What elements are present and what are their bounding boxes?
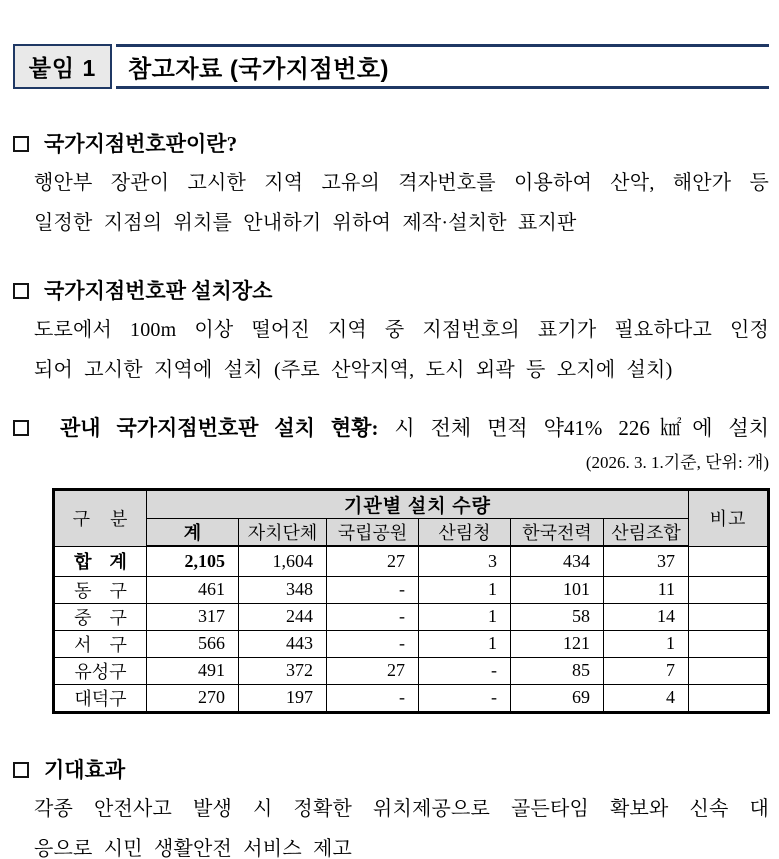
header-group: 기관별 설치 수량 bbox=[147, 490, 689, 519]
table-header-row bbox=[54, 490, 769, 519]
square-bullet-icon bbox=[13, 136, 29, 152]
cell-value: - bbox=[419, 657, 511, 684]
cell-note bbox=[689, 576, 769, 603]
table-row bbox=[54, 576, 769, 603]
cell-value: 2,105 bbox=[147, 546, 239, 576]
body-line: 일정한 지점의 위치를 안내하기 위하여 제작·설치한 표지판 bbox=[34, 212, 577, 234]
header-note: 비고 bbox=[689, 490, 769, 547]
table-row bbox=[54, 603, 769, 630]
cell-value: - bbox=[327, 603, 419, 630]
cell-value: 69 bbox=[511, 684, 604, 712]
row-label: 합 계 bbox=[54, 546, 147, 576]
cell-value: 1 bbox=[419, 630, 511, 657]
cell-value: 461 bbox=[147, 576, 239, 603]
cell-value: 1 bbox=[419, 603, 511, 630]
cell-value: 14 bbox=[604, 603, 689, 630]
cell-note bbox=[689, 630, 769, 657]
body-line: 되어 고시한 지역에 설치 (주로 산악지역, 도시 외곽 등 오지에 설치) bbox=[34, 359, 673, 381]
cell-value: 197 bbox=[239, 684, 327, 712]
row-label: 유성구 bbox=[54, 657, 147, 684]
section-heading-text: 기대효과 bbox=[44, 757, 126, 782]
cell-note bbox=[689, 657, 769, 684]
body-line: 각종 안전사고 발생 시 정확한 위치제공으로 골든타임 확보와 신속 대 bbox=[34, 797, 769, 820]
cell-value: - bbox=[327, 630, 419, 657]
cell-note bbox=[689, 603, 769, 630]
subheader-forestry-coop: 산림조합 bbox=[604, 519, 689, 547]
section-body bbox=[13, 163, 769, 243]
section-heading-text: 국가지점번호판이란? bbox=[44, 132, 238, 156]
square-bullet-icon bbox=[13, 283, 29, 299]
body-line: 도로에서 100m 이상 떨어진 지역 중 지점번호의 표기가 필요하다고 인정 bbox=[34, 319, 769, 341]
cell-value: 372 bbox=[239, 657, 327, 684]
section-heading-text: 국가지점번호판 설치장소 bbox=[44, 279, 273, 303]
attachment-header bbox=[13, 44, 769, 89]
document-title-block bbox=[116, 44, 769, 89]
cell-value: 3 bbox=[419, 546, 511, 576]
cell-value: 101 bbox=[511, 576, 604, 603]
cell-value: 7 bbox=[604, 657, 689, 684]
section-heading bbox=[13, 278, 769, 304]
square-bullet-icon bbox=[13, 420, 29, 436]
section-definition bbox=[13, 131, 769, 243]
subheader-kepco: 한국전력 bbox=[511, 519, 604, 547]
section-body bbox=[13, 789, 769, 859]
attachment-badge bbox=[13, 44, 112, 89]
cell-value: - bbox=[419, 684, 511, 712]
section-install-status bbox=[13, 415, 769, 714]
table-subheader-row bbox=[54, 519, 769, 547]
row-label: 서 구 bbox=[54, 630, 147, 657]
subheader-local-gov: 자치단체 bbox=[239, 519, 327, 547]
cell-value: 1 bbox=[604, 630, 689, 657]
subheader-forest-service: 산림청 bbox=[419, 519, 511, 547]
cell-value: 270 bbox=[147, 684, 239, 712]
cell-value: 27 bbox=[327, 657, 419, 684]
cell-value: 491 bbox=[147, 657, 239, 684]
section-heading bbox=[13, 131, 769, 157]
table-row bbox=[54, 657, 769, 684]
cell-note bbox=[689, 546, 769, 576]
cell-value: 121 bbox=[511, 630, 604, 657]
section-heading bbox=[13, 415, 769, 441]
cell-value: 244 bbox=[239, 603, 327, 630]
subheader-national-park: 국립공원 bbox=[327, 519, 419, 547]
table-row-total bbox=[54, 546, 769, 576]
row-label: 대덕구 bbox=[54, 684, 147, 712]
document-title: 참고자료 (국가지점번호) bbox=[128, 56, 389, 83]
cell-value: 85 bbox=[511, 657, 604, 684]
cell-value: 11 bbox=[604, 576, 689, 603]
cell-note bbox=[689, 684, 769, 712]
table-caption: (2026. 3. 1.기준, 단위: 개) bbox=[585, 453, 769, 472]
cell-value: 58 bbox=[511, 603, 604, 630]
installation-table bbox=[52, 488, 770, 714]
cell-value: 443 bbox=[239, 630, 327, 657]
subheader-total: 계 bbox=[147, 519, 239, 547]
cell-value: 317 bbox=[147, 603, 239, 630]
section-heading-rest: 시 전체 면적 약41% 226㎢에 설치 bbox=[394, 416, 769, 440]
section-install-location bbox=[13, 278, 769, 390]
row-label: 중 구 bbox=[54, 603, 147, 630]
section-body bbox=[13, 310, 769, 390]
table-row bbox=[54, 630, 769, 657]
body-line: 행안부 장관이 고시한 지역 고유의 격자번호를 이용하여 산악, 해안가 등 bbox=[34, 172, 769, 194]
section-expected-effect bbox=[13, 757, 769, 859]
cell-value: 566 bbox=[147, 630, 239, 657]
cell-value: 37 bbox=[604, 546, 689, 576]
section-heading-bold: 관내 국가지점번호판 설치 현황: bbox=[59, 416, 379, 440]
cell-value: 348 bbox=[239, 576, 327, 603]
cell-value: - bbox=[327, 684, 419, 712]
cell-value: - bbox=[327, 576, 419, 603]
square-bullet-icon bbox=[13, 762, 29, 778]
cell-value: 27 bbox=[327, 546, 419, 576]
row-label: 동 구 bbox=[54, 576, 147, 603]
body-line: 응으로 시민 생활안전 서비스 제고 bbox=[34, 837, 353, 859]
table-row bbox=[54, 684, 769, 712]
attachment-badge-label: 붙임 1 bbox=[28, 55, 97, 81]
cell-value: 1,604 bbox=[239, 546, 327, 576]
section-heading bbox=[13, 757, 769, 783]
cell-value: 4 bbox=[604, 684, 689, 712]
cell-value: 434 bbox=[511, 546, 604, 576]
cell-value: 1 bbox=[419, 576, 511, 603]
header-gubun: 구 분 bbox=[54, 490, 147, 547]
